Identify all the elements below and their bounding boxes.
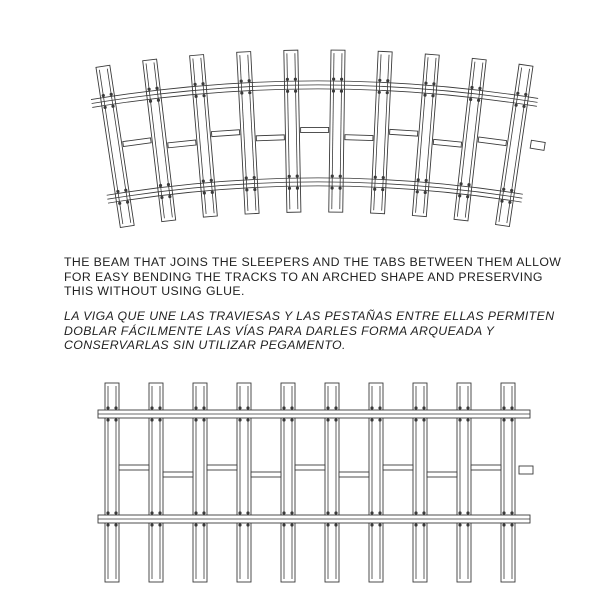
caption-spanish: LA VIGA QUE UNE LAS TRAVIESAS Y LAS PESTAÑAS ENTRE ELLAS PERMITEN DOBLAR FÁCILMENTE LAS VÍAS PARA DARLES FORMA ARQUEADA Y CONSERVARLAS SIN UTILIZAR PEGAMENTO. [64, 309, 555, 352]
rail-clip [378, 418, 381, 421]
rail-clip [458, 523, 461, 526]
rail-clip [422, 523, 425, 526]
rail-clip [422, 418, 425, 421]
beam-link [471, 465, 501, 470]
rail-clip [194, 523, 197, 526]
rail-clip [246, 406, 249, 409]
rail-clip [502, 418, 505, 421]
beam-link [251, 472, 281, 477]
rail-clip [150, 418, 153, 421]
rail-clip [414, 511, 417, 514]
rail-clip [422, 511, 425, 514]
sleeper [284, 50, 301, 212]
rail-clip [290, 418, 293, 421]
rail-clip [106, 418, 109, 421]
rail-clip [290, 511, 293, 514]
rail-clip [458, 418, 461, 421]
rail-clip [238, 418, 241, 421]
curved-track [91, 50, 545, 227]
rail-clip [326, 511, 329, 514]
rail-clip [370, 511, 373, 514]
beam-link [211, 130, 239, 137]
sleeper [371, 51, 393, 213]
rail-clip [422, 406, 425, 409]
rail-clip [414, 523, 417, 526]
rail-clip [466, 406, 469, 409]
beam-link [123, 138, 151, 147]
rail-clip [370, 406, 373, 409]
rail-clip [150, 406, 153, 409]
beam-link [345, 135, 373, 141]
sleeper [329, 50, 345, 212]
sleeper [96, 65, 134, 227]
rail-clip [202, 523, 205, 526]
beam-link [339, 472, 369, 477]
rail-clip [326, 406, 329, 409]
beam-link [168, 140, 196, 148]
rail-clip [282, 406, 285, 409]
rail-clip [414, 406, 417, 409]
beam-link [478, 137, 506, 146]
rail-clip [466, 511, 469, 514]
rail-clip [502, 406, 505, 409]
rail-clip [158, 511, 161, 514]
rail-clip [114, 523, 117, 526]
rail-clip [202, 418, 205, 421]
rail-clip [158, 523, 161, 526]
rail-clip [282, 418, 285, 421]
beam-link [207, 465, 237, 470]
rail-clip [150, 523, 153, 526]
rail-clip [502, 511, 505, 514]
rail-clip [378, 511, 381, 514]
beam-link [163, 472, 193, 477]
rail-clip [158, 418, 161, 421]
rail-clip [106, 406, 109, 409]
rail-clip [246, 523, 249, 526]
rail-clip [466, 418, 469, 421]
rail-clip [334, 511, 337, 514]
rail-clip [106, 511, 109, 514]
rail-clip [334, 418, 337, 421]
rail-clip [194, 418, 197, 421]
rail-clip [238, 511, 241, 514]
rail-clip [202, 406, 205, 409]
rail-clip [282, 523, 285, 526]
rail-clip [334, 406, 337, 409]
rail-clip [378, 523, 381, 526]
rail-clip [238, 406, 241, 409]
rail-clip [238, 523, 241, 526]
rail-clip [282, 511, 285, 514]
rail-clip [378, 406, 381, 409]
rail-clip [114, 511, 117, 514]
joiner-tab [519, 466, 533, 474]
rail-clip [290, 523, 293, 526]
rail-clip [458, 406, 461, 409]
rail-clip [326, 418, 329, 421]
rail-clip [246, 418, 249, 421]
rail-clip [510, 523, 513, 526]
joiner-tab [530, 140, 545, 150]
beam-link [390, 129, 418, 136]
rail-clip [510, 418, 513, 421]
beam-link [256, 135, 284, 141]
beam-link [433, 139, 461, 147]
rail-clip [194, 511, 197, 514]
beam-link [119, 465, 149, 470]
beam-link [295, 465, 325, 470]
caption-english: THE BEAM THAT JOINS THE SLEEPERS AND THE TABS BETWEEN THEM ALLOW FOR EASY BENDING THE TRACKS TO AN ARCHED SHAPE AND PRESERVING THIS WITHOUT USING GLUE. [64, 255, 562, 298]
rail-clip [150, 511, 153, 514]
beam-link [301, 127, 329, 132]
rail-clip [334, 523, 337, 526]
beam-link [427, 472, 457, 477]
rail-clip [194, 406, 197, 409]
rail-clip [158, 406, 161, 409]
rail-clip [458, 511, 461, 514]
straight-track [98, 383, 533, 582]
rail-clip [502, 523, 505, 526]
rail-clip [246, 511, 249, 514]
rail-clip [106, 523, 109, 526]
rail-clip [466, 523, 469, 526]
rail-clip [202, 511, 205, 514]
rail-clip [510, 511, 513, 514]
rail-clip [370, 523, 373, 526]
rail-clip [414, 418, 417, 421]
rail-clip [290, 406, 293, 409]
rail-clip [510, 406, 513, 409]
beam-link [383, 465, 413, 470]
rail-clip [326, 523, 329, 526]
rail-clip [370, 418, 373, 421]
rail-clip [114, 418, 117, 421]
rail-clip [114, 406, 117, 409]
